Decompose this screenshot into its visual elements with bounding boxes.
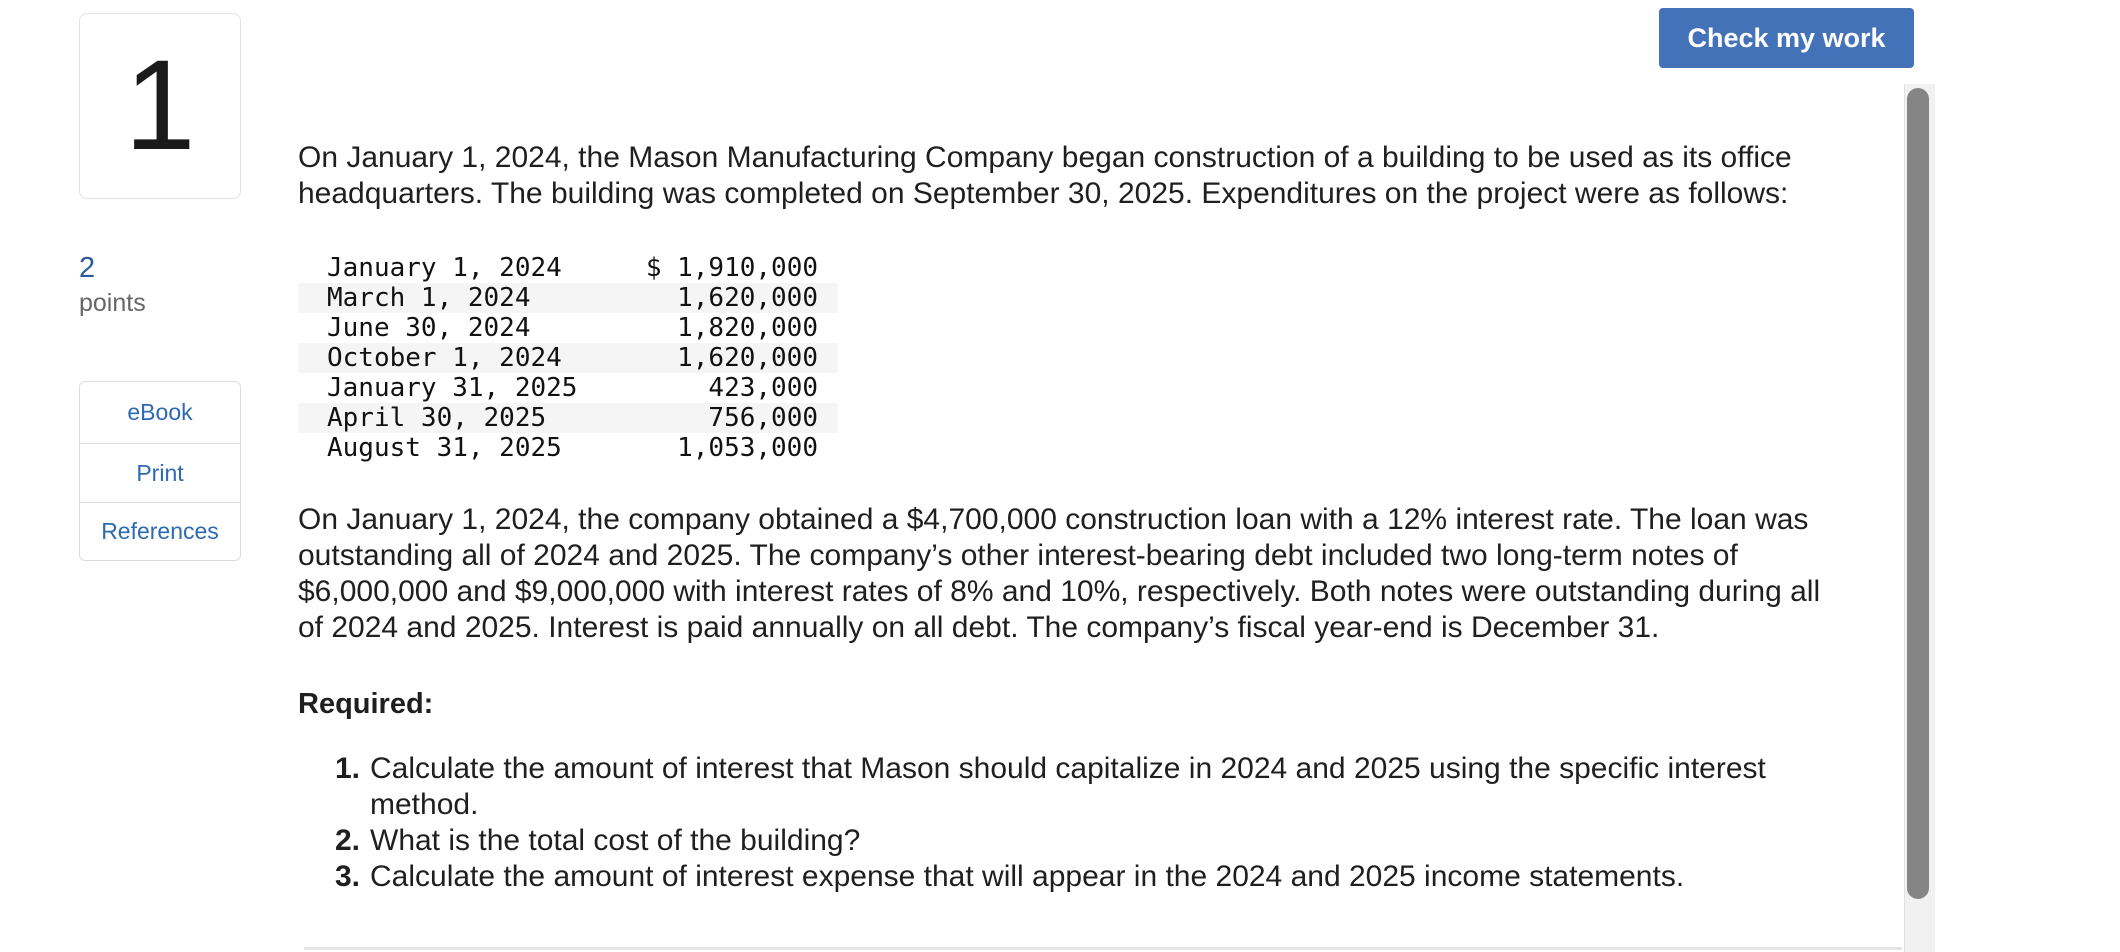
ebook-link[interactable]: eBook [127, 399, 193, 425]
expenditure-date: August 31, 2025 [327, 433, 562, 463]
content-divider [304, 947, 1902, 950]
requirement-text: Calculate the amount of interest expense that will appear in the 2024 and 2025 income statements. [370, 860, 1685, 893]
table-row [298, 313, 838, 343]
points-label: points [79, 289, 146, 317]
expenditures-table [298, 253, 838, 463]
list-item [298, 751, 1904, 823]
expenditure-amount: 1,053,000 [677, 433, 818, 463]
list-item [298, 859, 1904, 895]
loan-paragraph: On January 1, 2024, the company obtained a $4,700,000 construction loan with a 12% interest rate. The loan was outstanding all of 2024 and 2025. The company’s other interest-bearing debt included two long-term notes of $6,000,000 and $9,000,000 with interest rates of 8% and 10%, respectively. Both notes were outstanding during all of 2024 and 2025. Interest is paid annually on all debt. The company’s fiscal year-end is December 31. [298, 503, 1821, 644]
check-my-work-button[interactable]: Check my work [1659, 8, 1914, 68]
table-row [298, 433, 838, 463]
requirement-number: 2. [334, 824, 360, 857]
expenditure-date: January 31, 2025 [327, 373, 578, 403]
question-number: 1 [79, 13, 241, 199]
expenditure-amount: 1,620,000 [627, 343, 838, 373]
expenditure-date: March 1, 2024 [298, 283, 627, 313]
table-row [298, 403, 838, 433]
list-item [298, 823, 1904, 859]
requirement-text: Calculate the amount of interest that Mason should capitalize in 2024 and 2025 using the specific interest method. [370, 752, 1766, 821]
expenditure-date: April 30, 2025 [298, 403, 627, 433]
expenditure-amount: 423,000 [708, 373, 818, 403]
expenditure-date: January 1, 2024 [327, 253, 562, 283]
scrollbar-thumb[interactable] [1907, 88, 1929, 899]
required-heading: Required: [298, 688, 434, 720]
requirement-text: What is the total cost of the building? [370, 824, 861, 857]
requirements-list [298, 751, 1904, 895]
expenditure-date: October 1, 2024 [298, 343, 627, 373]
requirement-number: 1. [334, 752, 360, 785]
print-link[interactable]: Print [80, 443, 240, 502]
tools-panel [79, 381, 241, 561]
problem-intro: On January 1, 2024, the Mason Manufacturing Company began construction of a building to be used as its office headquarters. The building was completed on September 30, 2025. Expenditures on the project were as follows: [298, 141, 1792, 210]
table-row [298, 343, 838, 373]
expenditure-amount: $ 1,910,000 [645, 253, 818, 283]
expenditure-amount: 1,820,000 [677, 313, 818, 343]
expenditure-date: June 30, 2024 [327, 313, 531, 343]
table-row [298, 253, 838, 283]
table-row [298, 283, 838, 313]
table-row [298, 373, 838, 403]
points-value: 2 [79, 252, 96, 284]
expenditure-amount: 756,000 [627, 403, 838, 433]
requirement-number: 3. [334, 860, 360, 893]
expenditure-amount: 1,620,000 [627, 283, 838, 313]
references-link[interactable]: References [80, 502, 240, 560]
